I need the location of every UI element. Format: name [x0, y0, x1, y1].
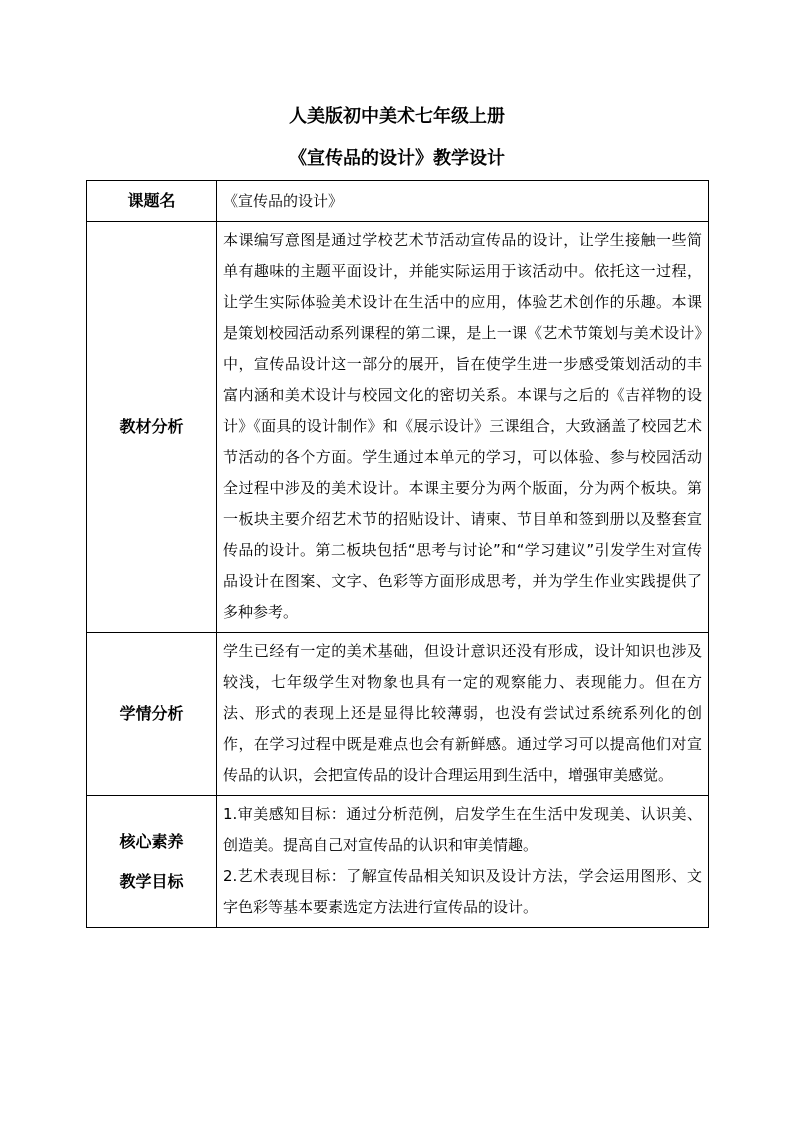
table-row-textbook-analysis: [87, 222, 709, 633]
textbook-analysis-label: 教材分析: [87, 222, 217, 633]
teaching-goals-label-line2: 教学目标: [119, 871, 184, 891]
topic-content: 《宣传品的设计》: [217, 181, 709, 222]
lesson-plan-table: [86, 180, 709, 928]
teaching-goals-content: [217, 796, 709, 928]
document-subtitle: 《宣传品的设计》教学设计: [289, 148, 505, 169]
student-analysis-content: 学生已经有一定的美术基础，但设计意识还没有形成，设计知识也涉及较浅，七年级学生对物象也具有一定的观察能力、表现能力。但在方法、形式的表现上还是显得比较薄弱，也没有尝试过系统系列化的创作，在学习过程中既是难点也会有新鲜感。通过学习可以提高他们对宣传品的认识，会把宣传品的设计合理运用到生活中，增强审美感觉。: [217, 633, 709, 796]
table-row-topic: [87, 181, 709, 222]
textbook-analysis-content: 本课编写意图是通过学校艺术节活动宣传品的设计，让学生接触一些简单有趣味的主题平面设计，并能实际运用于该活动中。依托这一过程，让学生实际体验美术设计在生活中的应用，体验艺术创作的乐趣。本课是策划校园活动系列课程的第二课，是上一课《艺术节策划与美术设计》中，宣传品设计这一部分的展开，旨在使学生进一步感受策划活动的丰富内涵和美术设计与校园文化的密切关系。本课与之后的《吉祥物的设计》《面具的设计制作》和《展示设计》三课组合，大致涵盖了校园艺术节活动的各个方面。学生通过本单元的学习，可以体验、参与校园活动全过程中涉及的美术设计。本课主要分为两个版面，分为两个板块。第一板块主要介绍艺术节的招贴设计、请柬、节目单和签到册以及整套宣传品的设计。第二板块包括“思考与讨论”和“学习建议”引发学生对宣传品设计在图案、文字、色彩等方面形成思考，并为学生作业实践提供了多种参考。: [217, 222, 709, 633]
teaching-goal-item-1: 1.审美感知目标：通过分析范例，启发学生在生活中发现美、认识美、创造美。提高自己对宣传品的认识和审美情趣。: [223, 805, 702, 854]
topic-label: 课题名: [87, 181, 217, 222]
student-analysis-label: 学情分析: [87, 633, 217, 796]
teaching-goal-item-2: 2.艺术表现目标：了解宣传品相关知识及设计方法，学会运用图形、文字色彩等基本要素选定方法进行宣传品的设计。: [223, 867, 702, 916]
document-title: 人美版初中美术七年级上册: [289, 106, 505, 127]
teaching-goals-label: [87, 796, 217, 928]
table-row-student-analysis: [87, 633, 709, 796]
table-row-teaching-goals: [87, 796, 709, 928]
teaching-goals-label-line1: 核心素养: [119, 831, 184, 851]
